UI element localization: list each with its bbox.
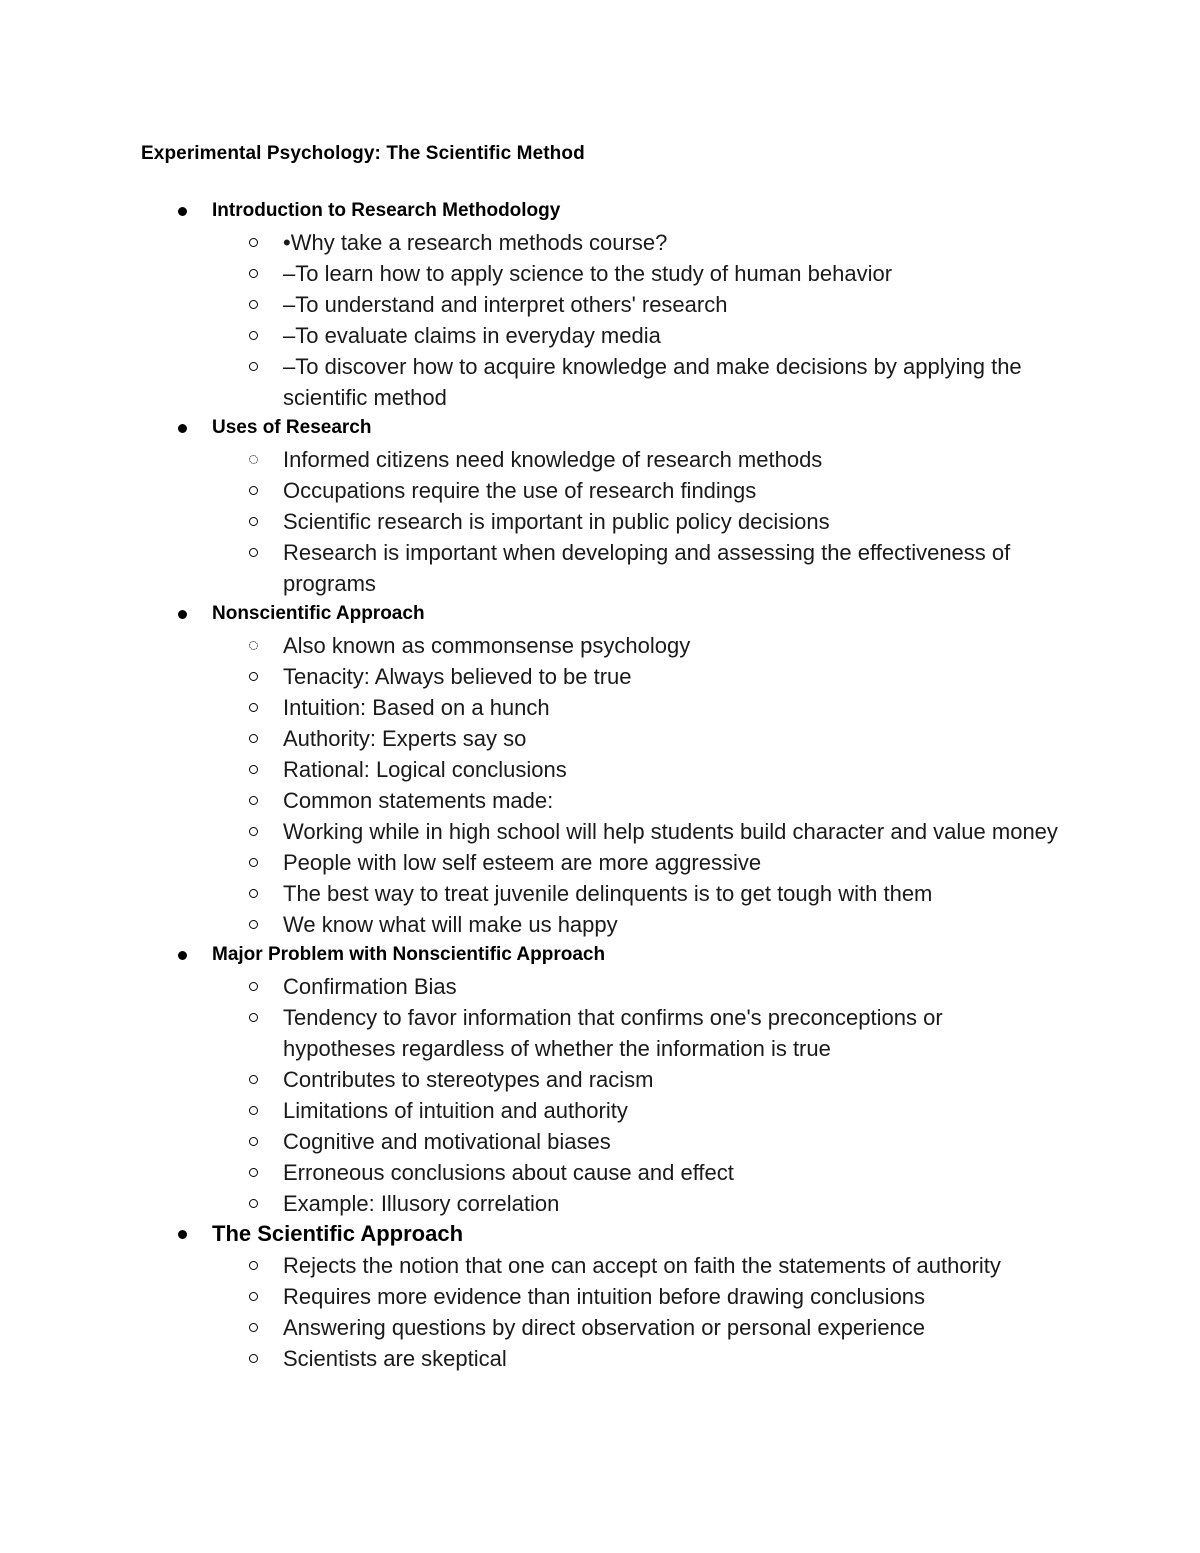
list-item: Contributes to stereotypes and racism [0,1064,1200,1095]
list-item: –To evaluate claims in everyday media [0,320,1200,351]
dotted-bullet-icon [249,455,258,464]
hollow-bullet-icon [249,238,258,247]
hollow-bullet-icon [249,920,258,929]
list-item: Requires more evidence than intuition before drawing conclusions [0,1281,1200,1312]
hollow-bullet-icon [249,486,258,495]
hollow-bullet-icon [249,300,258,309]
hollow-bullet-icon [249,1261,258,1270]
section-heading: Major Problem with Nonscientific Approach [212,944,606,965]
list-item: Scientific research is important in public policy decisions [0,506,1200,537]
list-item: •Why take a research methods course? [0,227,1200,258]
hollow-bullet-icon [249,1106,258,1115]
list-item: Confirmation Bias [0,971,1200,1002]
list-item: Erroneous conclusions about cause and effect [0,1157,1200,1188]
list-item: Working while in high school will help students build character and value money [0,816,1200,847]
hollow-bullet-icon [249,1168,258,1177]
hollow-bullet-icon [249,734,258,743]
filled-bullet-icon [178,951,187,960]
subitem-list [0,227,1200,413]
section-uses-of-research [0,413,1200,599]
list-item: Authority: Experts say so [0,723,1200,754]
hollow-bullet-icon [249,269,258,278]
subitem-list [0,971,1200,1219]
hollow-bullet-icon [249,796,258,805]
list-item: Rejects the notion that one can accept on faith the statements of authority [0,1250,1200,1281]
hollow-bullet-icon [249,1137,258,1146]
section-heading-row [0,599,1200,630]
section-heading-row [0,1219,1200,1250]
list-item: Common statements made: [0,785,1200,816]
hollow-bullet-icon [249,672,258,681]
list-item: –To learn how to apply science to the study of human behavior [0,258,1200,289]
hollow-bullet-icon [249,858,258,867]
list-item: Informed citizens need knowledge of research methods [0,444,1200,475]
list-item: Research is important when developing and assessing the effectiveness of programs [0,537,1200,599]
section-heading-row [0,196,1200,227]
hollow-bullet-icon [249,517,258,526]
list-item: Scientists are skeptical [0,1343,1200,1374]
section-major-problem [0,940,1200,1219]
section-heading: Uses of Research [212,417,372,438]
section-heading: Nonscientific Approach [212,603,425,624]
list-item: People with low self esteem are more aggressive [0,847,1200,878]
section-heading: The Scientific Approach [212,1221,464,1246]
section-scientific-approach [0,1219,1200,1374]
subitem-list [0,630,1200,940]
filled-bullet-icon [178,424,187,433]
hollow-bullet-icon [249,548,258,557]
list-item: Rational: Logical conclusions [0,754,1200,785]
hollow-bullet-icon [249,1199,258,1208]
hollow-bullet-icon [249,703,258,712]
list-item: –To understand and interpret others' research [0,289,1200,320]
list-item: Tendency to favor information that confirms one's preconceptions or hypotheses regardless of whether the information is true [0,1002,1200,1064]
section-nonscientific-approach [0,599,1200,940]
list-item: We know what will make us happy [0,909,1200,940]
subitem-list [0,444,1200,599]
list-item: Example: Illusory correlation [0,1188,1200,1219]
hollow-bullet-icon [249,1292,258,1301]
hollow-bullet-icon [249,1323,258,1332]
filled-bullet-icon [178,610,187,619]
hollow-bullet-icon [249,765,258,774]
hollow-bullet-icon [249,827,258,836]
hollow-bullet-icon [249,1013,258,1022]
hollow-bullet-icon [249,1354,258,1363]
hollow-bullet-icon [249,362,258,371]
list-item: Tenacity: Always believed to be true [0,661,1200,692]
list-item: The best way to treat juvenile delinquents is to get tough with them [0,878,1200,909]
document-title: Experimental Psychology: The Scientific Method [141,143,585,164]
list-item: Answering questions by direct observation or personal experience [0,1312,1200,1343]
list-item: Intuition: Based on a hunch [0,692,1200,723]
hollow-bullet-icon [249,331,258,340]
filled-bullet-icon [178,1230,187,1239]
dotted-bullet-icon [249,641,258,650]
section-introduction [0,196,1200,413]
list-item: Also known as commonsense psychology [0,630,1200,661]
list-item: Occupations require the use of research findings [0,475,1200,506]
section-heading-row [0,940,1200,971]
section-heading-row [0,413,1200,444]
filled-bullet-icon [178,207,187,216]
hollow-bullet-icon [249,1075,258,1084]
hollow-bullet-icon [249,982,258,991]
hollow-bullet-icon [249,889,258,898]
section-heading: Introduction to Research Methodology [212,200,561,221]
subitem-list [0,1250,1200,1374]
list-item: Limitations of intuition and authority [0,1095,1200,1126]
list-item: –To discover how to acquire knowledge and make decisions by applying the scientific method [0,351,1200,413]
outline-list [0,196,1200,1374]
list-item: Cognitive and motivational biases [0,1126,1200,1157]
